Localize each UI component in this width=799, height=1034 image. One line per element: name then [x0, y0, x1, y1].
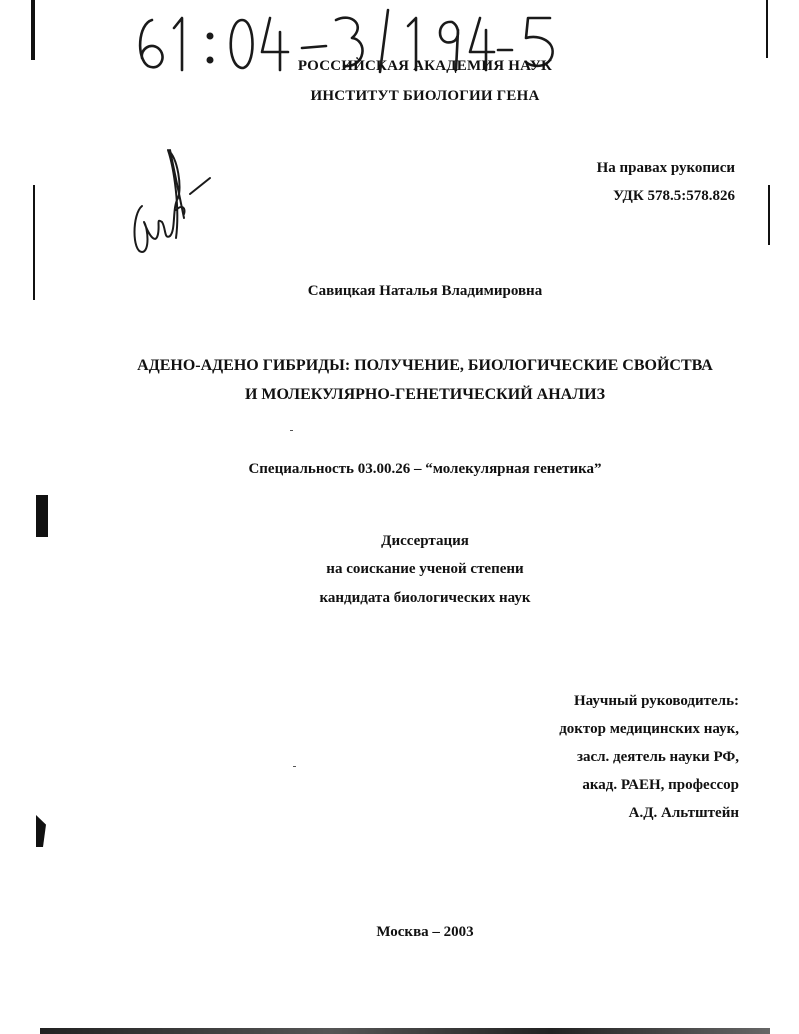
dissertation-field-line: кандидата биологических наук: [319, 590, 531, 606]
scan-edge-mark: [31, 0, 35, 60]
advisor-honor: засл. деятель науки РФ,: [576, 749, 739, 765]
advisor-name: А.Д. Альтштейн: [628, 805, 739, 821]
manuscript-rights: На правах рукописи: [596, 160, 735, 176]
specialty: Специальность 03.00.26 – “молекулярная генетика”: [248, 461, 602, 477]
institute-name: ИНСТИТУТ БИОЛОГИИ ГЕНА: [310, 88, 540, 104]
advisor-rank: акад. РАЕН, профессор: [582, 777, 739, 793]
scan-edge-mark: [766, 0, 768, 58]
scan-edge-mark: [36, 815, 46, 847]
thesis-title-line-2: И МОЛЕКУЛЯРНО-ГЕНЕТИЧЕСКИЙ АНАЛИЗ: [244, 386, 606, 403]
handwritten-signature: [128, 148, 212, 258]
academy-name: РОССИЙСКАЯ АКАДЕМИЯ НАУК: [297, 58, 553, 74]
thesis-title-line-1: АДЕНО-АДЕНО ГИБРИДЫ: ПОЛУЧЕНИЕ, БИОЛОГИЧЕСКИЕ СВОЙСТВА: [137, 357, 713, 374]
dissertation-degree-line: на соискание ученой степени: [326, 561, 524, 577]
advisor-block: [559, 687, 739, 827]
scan-speck: [293, 766, 296, 767]
author-name: Савицкая Наталья Владимировна: [307, 283, 543, 299]
dissertation-label: Диссертация: [381, 533, 469, 549]
scan-edge-mark: [40, 1028, 770, 1034]
city-year: Москва – 2003: [376, 924, 474, 940]
udk-code: УДК 578.5:578.826: [613, 188, 735, 204]
advisor-degree: доктор медицинских наук,: [559, 721, 739, 737]
scan-speck: [290, 430, 293, 431]
scan-edge-mark: [36, 495, 48, 537]
advisor-heading: Научный руководитель:: [574, 693, 739, 709]
scan-edge-mark: [768, 185, 770, 245]
